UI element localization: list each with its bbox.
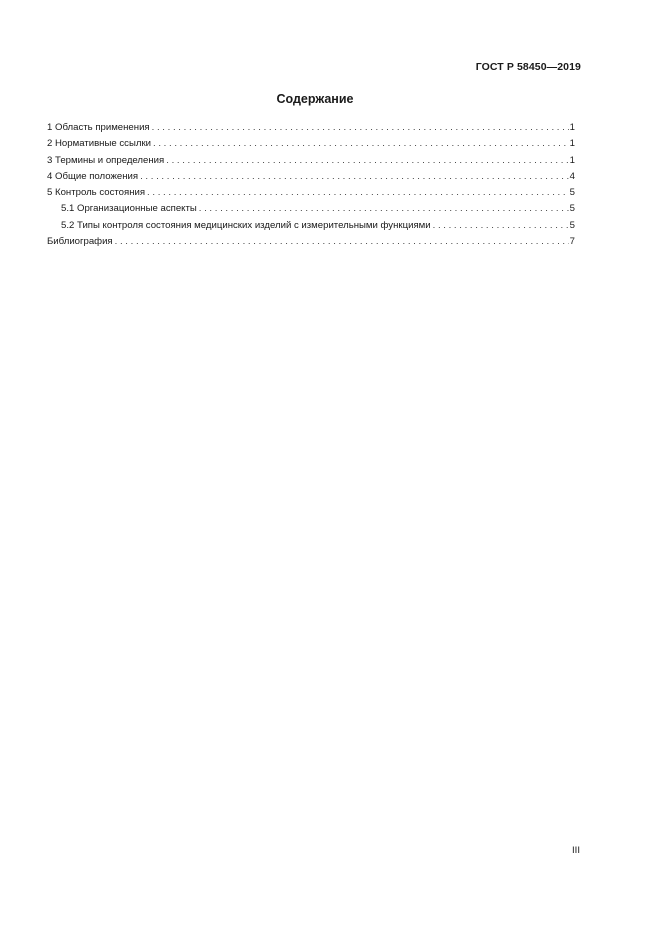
dot-leader [433,218,569,234]
toc-entry-page: 7 [569,236,575,248]
toc-entry-label: 3 Термины и определения [47,154,165,166]
page-number: III [572,845,580,856]
toc-entry-page: 1 [569,154,575,166]
toc-entry-page: 5 [569,187,575,199]
toc-entry-label: 4 Общие положения [47,170,139,182]
toc-entry-label: 5.2 Типы контроля состояния медицинских изделий с измерительными функциями [61,219,431,231]
toc-entry-organizational-aspects[interactable] [47,201,575,217]
toc-entry-label: 5 Контроль состояния [47,187,146,199]
document-code: ГОСТ Р 58450—2019 [475,61,581,73]
toc-entry-condition-monitoring[interactable] [47,185,575,201]
toc-entry-page: 5 [569,203,575,215]
toc-entry-page: 1 [569,138,575,150]
toc-entry-page: 4 [569,170,575,182]
toc-entry-page: 1 [569,122,575,133]
table-of-contents [47,120,575,250]
toc-entry-label: 5.1 Организационные аспекты [61,203,197,215]
toc-entry-scope[interactable] [47,120,575,136]
toc-entry-label: 1 Область применения [47,122,150,133]
dot-leader [153,136,569,152]
dot-leader [199,201,569,217]
toc-entry-label: Библиография [47,236,113,248]
dot-leader [140,169,569,185]
dot-leader [152,120,569,136]
toc-entry-general-provisions[interactable] [47,169,575,185]
toc-entry-normative-references[interactable] [47,136,575,152]
dot-leader [147,185,569,201]
toc-entry-bibliography[interactable] [47,234,575,250]
dot-leader [166,153,568,169]
dot-leader [115,234,569,250]
toc-entry-monitoring-types[interactable] [47,218,575,234]
toc-entry-label: 2 Нормативные ссылки [47,138,152,150]
toc-entry-page: 5 [569,219,575,231]
toc-entry-terms-definitions[interactable] [47,153,575,169]
toc-title: Содержание [276,92,354,106]
